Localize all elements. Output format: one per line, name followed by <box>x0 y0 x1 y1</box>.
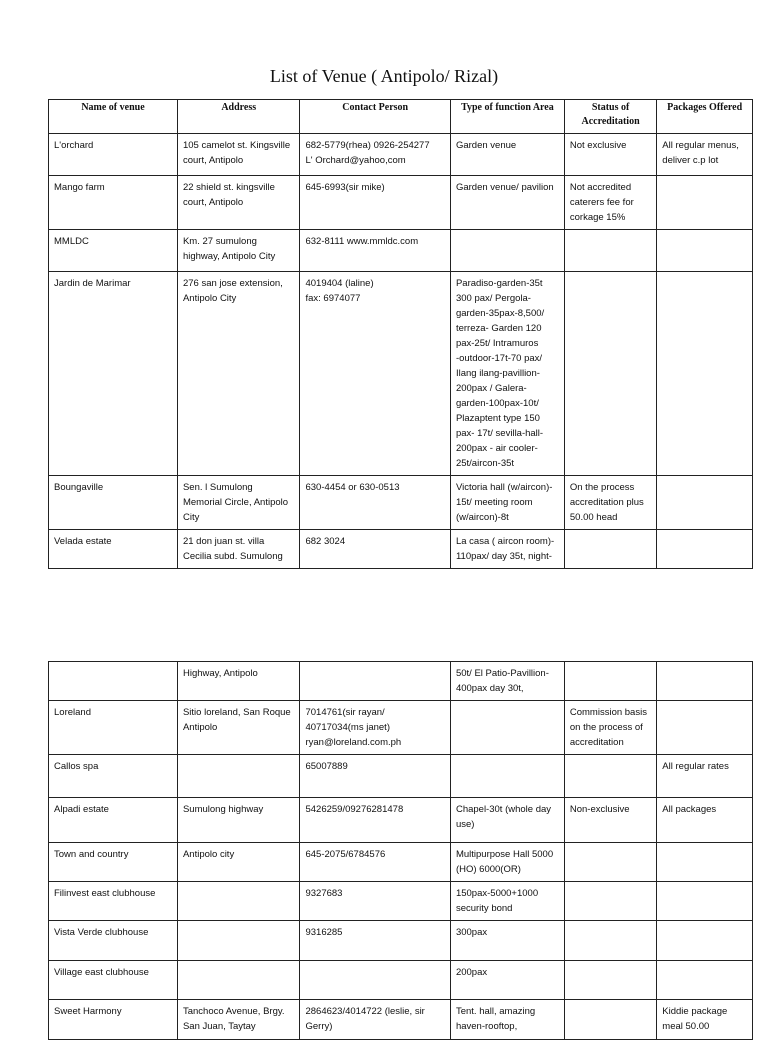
cell-venue-name <box>49 882 178 921</box>
function-area-text: Victoria hall (w/aircon)- 15t/ meeting room (w/aircon)-8t <box>455 482 553 523</box>
cell-address <box>177 662 300 701</box>
header-accreditation: Status of Accreditation <box>564 100 656 134</box>
venue-name-text: Town and country <box>54 849 129 860</box>
packages-offered-text: All regular menus, deliver c.p lot <box>662 140 739 166</box>
contact-person-text: 4019404 (laline) fax: 6974077 <box>305 278 374 304</box>
cell-contact-person <box>300 530 450 569</box>
table-row <box>49 230 753 272</box>
venue-name-text: L'orchard <box>54 140 94 151</box>
cell-accreditation-status <box>564 1000 656 1040</box>
function-area-text: 50t/ El Patio-Pavillion- 400pax day 30t, <box>455 668 549 694</box>
cell-function-area <box>450 662 564 701</box>
cell-contact-person <box>300 662 450 701</box>
function-area-text: Garden venue/ pavilion <box>455 182 554 193</box>
table-row <box>49 701 753 755</box>
table-row <box>49 134 753 176</box>
venue-name-text: Filinvest east clubhouse <box>54 888 156 899</box>
cell-address <box>177 530 300 569</box>
cell-function-area <box>450 701 564 755</box>
cell-contact-person <box>300 921 450 961</box>
cell-packages-offered <box>657 1000 753 1040</box>
address-text: 21 don juan st. villa Cecilia subd. Sumulong <box>182 536 283 562</box>
contact-person-text: 7014761(sir rayan/ 40717034(ms janet) ryan@loreland.com.ph <box>305 707 402 748</box>
venue-table-1 <box>48 99 753 569</box>
cell-venue-name <box>49 755 178 798</box>
cell-function-area <box>450 230 564 272</box>
address-text: 105 camelot st. Kingsville court, Antipolo <box>182 140 291 166</box>
contact-person-text: 682-5779(rhea) 0926-254277 L' Orchard@yahoo,com <box>305 140 430 166</box>
cell-venue-name <box>49 530 178 569</box>
cell-packages-offered <box>657 230 753 272</box>
venue-name-text: MMLDC <box>54 236 89 247</box>
cell-packages-offered <box>657 176 753 230</box>
venue-name-text: Vista Verde clubhouse <box>54 927 149 938</box>
header-function-area: Type of function Area <box>450 100 564 134</box>
cell-packages-offered <box>657 843 753 882</box>
cell-venue-name <box>49 701 178 755</box>
table-row <box>49 1000 753 1040</box>
cell-venue-name <box>49 961 178 1000</box>
cell-accreditation-status <box>564 961 656 1000</box>
cell-contact-person <box>300 272 450 476</box>
cell-accreditation-status <box>564 843 656 882</box>
cell-accreditation-status <box>564 530 656 569</box>
cell-address <box>177 755 300 798</box>
cell-packages-offered <box>657 662 753 701</box>
cell-contact-person <box>300 476 450 530</box>
contact-person-text: 645-2075/6784576 <box>305 849 386 860</box>
cell-address <box>177 921 300 961</box>
header-name: Name of venue <box>49 100 178 134</box>
cell-accreditation-status <box>564 882 656 921</box>
cell-accreditation-status <box>564 272 656 476</box>
accreditation-status-text: Commission basis on the process of accreditation <box>569 707 647 748</box>
cell-address <box>177 882 300 921</box>
cell-venue-name <box>49 272 178 476</box>
header-address: Address <box>177 100 300 134</box>
cell-packages-offered <box>657 961 753 1000</box>
address-text: Antipolo city <box>182 849 235 860</box>
cell-address <box>177 230 300 272</box>
cell-function-area <box>450 476 564 530</box>
address-text: Sen. l Sumulong Memorial Circle, Antipolo City <box>182 482 289 523</box>
venue-name-text: Alpadi estate <box>54 804 109 815</box>
contact-person-text: 5426259/09276281478 <box>305 804 404 815</box>
address-text: Tanchoco Avenue, Brgy. San Juan, Taytay <box>182 1006 285 1032</box>
function-area-text: Garden venue <box>455 140 517 151</box>
cell-function-area <box>450 755 564 798</box>
cell-contact-person <box>300 176 450 230</box>
cell-venue-name <box>49 230 178 272</box>
accreditation-status-text: Not exclusive <box>569 140 627 151</box>
page-title: List of Venue ( Antipolo/ Rizal) <box>269 66 499 86</box>
cell-accreditation-status <box>564 134 656 176</box>
venue-name-text: Mango farm <box>54 182 105 193</box>
cell-venue-name <box>49 134 178 176</box>
cell-packages-offered <box>657 530 753 569</box>
packages-offered-text: Kiddie package meal 50.00 <box>662 1006 728 1032</box>
table-row <box>49 798 753 843</box>
cell-venue-name <box>49 476 178 530</box>
venue-name-text: Callos spa <box>54 761 99 772</box>
cell-function-area <box>450 843 564 882</box>
cell-contact-person <box>300 1000 450 1040</box>
cell-packages-offered <box>657 476 753 530</box>
cell-address <box>177 272 300 476</box>
cell-function-area <box>450 798 564 843</box>
table-row <box>49 272 753 476</box>
contact-person-text: 2864623/4014722 (leslie, sir Gerry) <box>305 1006 425 1032</box>
cell-contact-person <box>300 882 450 921</box>
cell-packages-offered <box>657 272 753 476</box>
address-text: 276 san jose extension, Antipolo City <box>182 278 283 304</box>
table-row <box>49 961 753 1000</box>
table-row <box>49 176 753 230</box>
contact-person-text: 682 3024 <box>305 536 346 547</box>
table-row <box>49 476 753 530</box>
address-text: 22 shield st. kingsville court, Antipolo <box>182 182 275 208</box>
table-row <box>49 530 753 569</box>
cell-venue-name <box>49 1000 178 1040</box>
cell-address <box>177 134 300 176</box>
cell-packages-offered <box>657 701 753 755</box>
accreditation-status-text: Not accredited caterers fee for corkage 15% <box>569 182 634 223</box>
cell-address <box>177 476 300 530</box>
cell-accreditation-status <box>564 476 656 530</box>
packages-offered-text: All packages <box>662 804 717 815</box>
function-area-text: La casa ( aircon room)- 110pax/ day 35t, night- <box>455 536 555 562</box>
function-area-text: Tent. hall, amazing haven-rooftop, <box>455 1006 536 1032</box>
cell-function-area <box>450 134 564 176</box>
function-area-text: Paradiso-garden-35t 300 pax/ Pergola- garden-35pax-8,500/ terreza- Garden 120 pax-25t/ Intramuros -outdoor-17t-70 pax/ Ilang ilang-pavillion- 200pax / Galera- garden-100pax-10t/ Plazaptent type 150 pax- 17t/ sevilla-hall- 200pax - air cooler- 25t/aircon-35t <box>455 278 545 469</box>
venue-table-2 <box>48 661 753 1040</box>
cell-packages-offered <box>657 134 753 176</box>
cell-address <box>177 701 300 755</box>
venue-name-text: Boungaville <box>54 482 104 493</box>
venue-name-text: Village east clubhouse <box>54 967 149 978</box>
cell-venue-name <box>49 843 178 882</box>
contact-person-text: 9327683 <box>305 888 343 899</box>
cell-accreditation-status <box>564 662 656 701</box>
table-row <box>49 921 753 961</box>
cell-packages-offered <box>657 921 753 961</box>
cell-contact-person <box>300 843 450 882</box>
cell-address <box>177 176 300 230</box>
address-text: Km. 27 sumulong highway, Antipolo City <box>182 236 276 262</box>
cell-function-area <box>450 272 564 476</box>
contact-person-text: 632-8111 www.mmldc.com <box>305 236 419 247</box>
venue-name-text: Loreland <box>54 707 91 718</box>
cell-packages-offered <box>657 798 753 843</box>
cell-venue-name <box>49 662 178 701</box>
cell-contact-person <box>300 961 450 1000</box>
header-contact: Contact Person <box>300 100 450 134</box>
venue-name-text: Jardin de Marimar <box>54 278 131 289</box>
venue-name-text: Velada estate <box>54 536 112 547</box>
cell-venue-name <box>49 798 178 843</box>
function-area-text: 150pax-5000+1000 security bond <box>455 888 539 914</box>
accreditation-status-text: On the process accreditation plus 50.00 head <box>569 482 644 523</box>
cell-function-area <box>450 882 564 921</box>
table-row <box>49 755 753 798</box>
venue-name-text: Sweet Harmony <box>54 1006 122 1017</box>
address-text: Highway, Antipolo <box>182 668 258 679</box>
cell-function-area <box>450 961 564 1000</box>
cell-accreditation-status <box>564 755 656 798</box>
cell-function-area <box>450 1000 564 1040</box>
cell-address <box>177 798 300 843</box>
accreditation-status-text: Non-exclusive <box>569 804 630 815</box>
cell-function-area <box>450 921 564 961</box>
cell-address <box>177 843 300 882</box>
packages-offered-text: All regular rates <box>662 761 729 772</box>
cell-contact-person <box>300 230 450 272</box>
contact-person-text: 9316285 <box>305 927 343 938</box>
function-area-text: Chapel-30t (whole day use) <box>455 804 552 830</box>
cell-function-area <box>450 530 564 569</box>
cell-contact-person <box>300 755 450 798</box>
cell-contact-person <box>300 134 450 176</box>
cell-address <box>177 961 300 1000</box>
contact-person-text: 645-6993(sir mike) <box>305 182 385 193</box>
cell-packages-offered <box>657 882 753 921</box>
table-row <box>49 843 753 882</box>
cell-contact-person <box>300 701 450 755</box>
contact-person-text: 630-4454 or 630-0513 <box>305 482 400 493</box>
header-row <box>49 100 753 134</box>
table-row <box>49 882 753 921</box>
address-text: Sumulong highway <box>182 804 264 815</box>
cell-venue-name <box>49 176 178 230</box>
cell-accreditation-status <box>564 921 656 961</box>
function-area-text: 300pax <box>455 927 488 938</box>
cell-function-area <box>450 176 564 230</box>
cell-venue-name <box>49 921 178 961</box>
function-area-text: Multipurpose Hall 5000 (HO) 6000(OR) <box>455 849 554 875</box>
header-packages: Packages Offered <box>657 100 753 134</box>
cell-accreditation-status <box>564 176 656 230</box>
cell-packages-offered <box>657 755 753 798</box>
cell-accreditation-status <box>564 701 656 755</box>
address-text: Sitio loreland, San Roque Antipolo <box>182 707 291 733</box>
table-row <box>49 662 753 701</box>
contact-person-text: 65007889 <box>305 761 348 772</box>
cell-accreditation-status <box>564 798 656 843</box>
cell-accreditation-status <box>564 230 656 272</box>
function-area-text: 200pax <box>455 967 488 978</box>
cell-address <box>177 1000 300 1040</box>
cell-contact-person <box>300 798 450 843</box>
